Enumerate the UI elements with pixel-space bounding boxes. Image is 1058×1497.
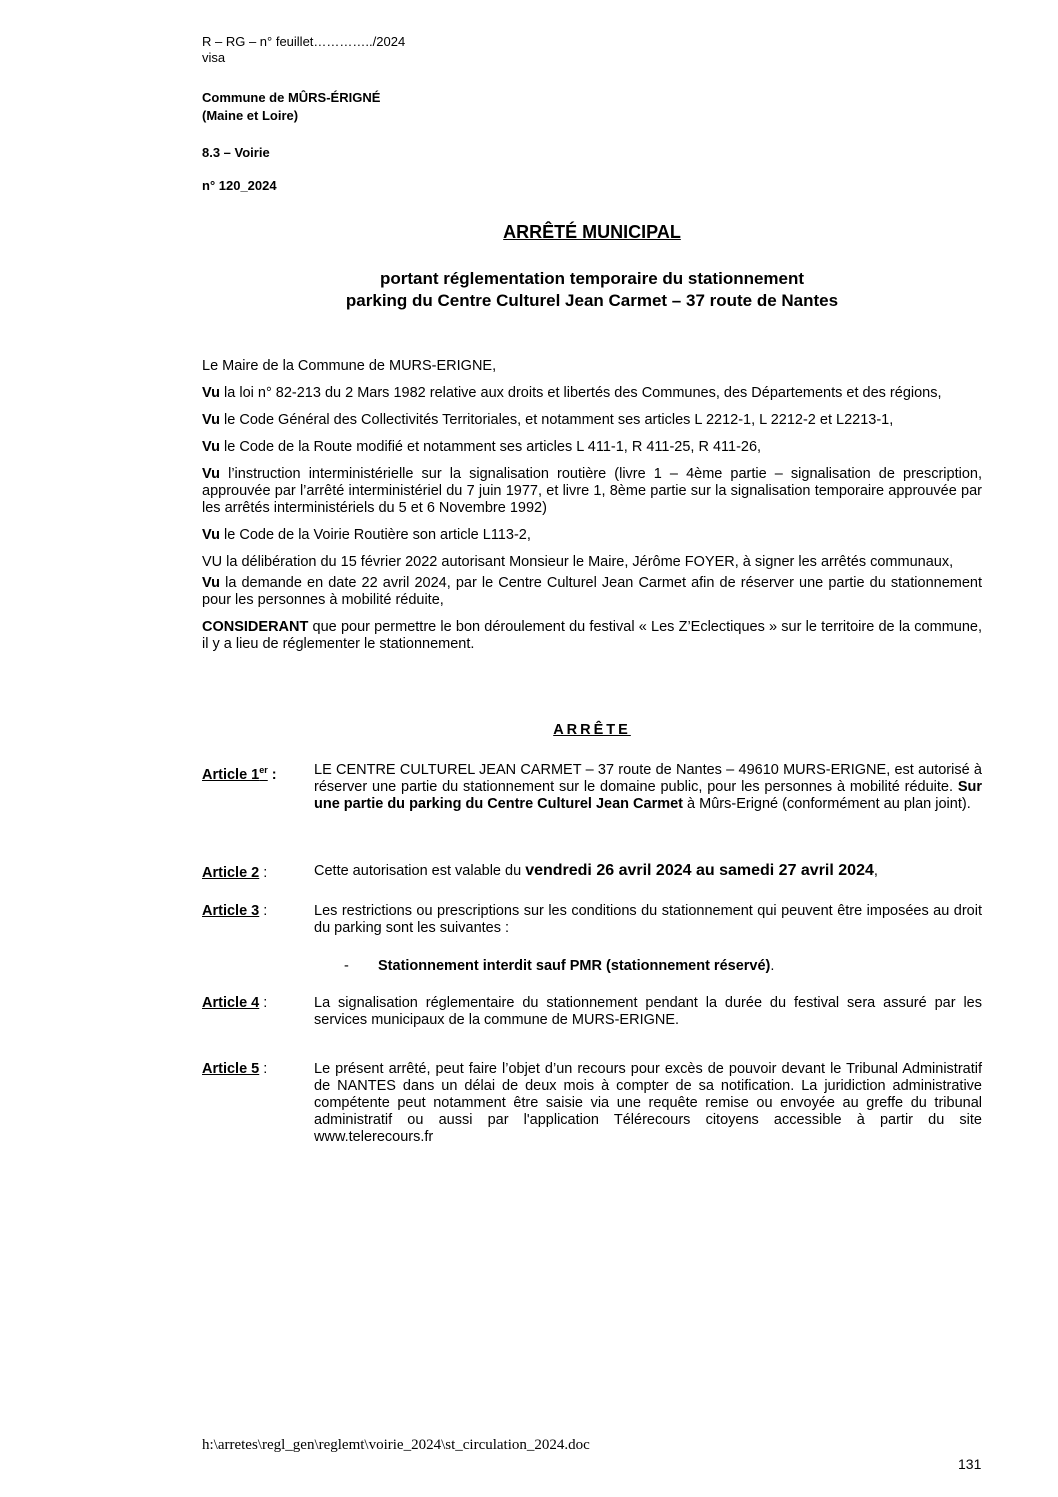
vu-paragraph-4 — [202, 466, 982, 517]
vu-paragraph-7 — [202, 575, 982, 609]
vu-paragraph-3 — [202, 439, 982, 456]
arrete-number: n° 120_2024 — [202, 178, 277, 193]
article-1-name: Article 1 — [202, 766, 260, 783]
article-2-name: Article 2 — [202, 865, 260, 881]
article-1-sup: er — [259, 765, 268, 775]
article-3-bullet-end: . — [770, 958, 775, 974]
considerant-paragraph — [202, 619, 982, 653]
vu-text-4: l’instruction interministérielle sur la signalisation routière (livre 1 – 4ème partie – signalisation de prescription, approuvée par l’arrêté interministériel du 7 juin 1977, et livre 1, 8ème partie sur la signalisation temporaire approuvée par les arrêtés interministériels du 5 et 6 Novembre 1992) — [202, 466, 982, 516]
article-5-label — [202, 1061, 267, 1078]
article-3-bullet-dash: - — [344, 958, 349, 974]
article-3-bullet — [378, 958, 774, 975]
article-5-colon: : — [259, 1061, 268, 1077]
considerant-text: que pour permettre le bon déroulement du festival « Les Z’Eclectiques » sur le territoire de la commune, il y a lieu de réglementer le stationnement. — [202, 619, 982, 652]
article-2-text — [314, 862, 982, 880]
maire-line: Le Maire de la Commune de MURS-ERIGNE, — [202, 358, 497, 374]
article-1-text-bold: Sur une partie du parking du Centre Culturel Jean Carmet — [314, 779, 982, 812]
file-path: h:\arretes\regl_gen\reglemt\voirie_2024\st_circulation_2024.doc — [202, 1437, 590, 1453]
article-1-colon: : — [267, 766, 277, 783]
vu-keyword: Vu — [202, 466, 220, 482]
considerant-keyword: CONSIDERANT — [202, 619, 309, 635]
vu-text-7: la demande en date 22 avril 2024, par le Centre Culturel Jean Carmet afin de réserver une partie du stationnement pour les personnes à mobilité réduite, — [202, 575, 982, 608]
category-label: 8.3 – Voirie — [202, 145, 270, 160]
vu-paragraph-5 — [202, 527, 982, 544]
article-3-bullet-text: Stationnement interdit sauf PMR (stationnement réservé) — [378, 958, 771, 974]
visa-line: visa — [202, 50, 226, 65]
vu-keyword: Vu — [202, 575, 220, 591]
vu-text-3: le Code de la Route modifié et notamment ses articles L 411-1, R 411-25, R 411-26, — [224, 439, 762, 455]
vu-keyword: Vu — [202, 385, 220, 401]
vu-keyword: Vu — [202, 527, 220, 543]
departement-name: (Maine et Loire) — [202, 108, 299, 123]
subtitle-line-1: portant réglementation temporaire du stationnement — [379, 269, 805, 288]
article-2-text-b: , — [873, 863, 878, 879]
article-5-name: Article 5 — [202, 1061, 260, 1077]
preamble — [202, 358, 982, 653]
article-4-colon: : — [259, 995, 268, 1011]
article-2-label — [202, 865, 267, 882]
article-1-text — [314, 762, 982, 813]
vu-text-5: le Code de la Voirie Routière son article L113-2, — [224, 527, 531, 543]
article-4-text: La signalisation réglementaire du stationnement pendant la durée du festival sera assuré par les services municipaux de la commune de MURS-ERIGNE. — [314, 995, 982, 1028]
article-3-text: Les restrictions ou prescriptions sur les conditions du stationnement qui peuvent être imposées au droit du parking sont les suivantes : — [314, 903, 982, 936]
commune-name: Commune de MÛRS-ÉRIGNÉ — [202, 90, 381, 105]
article-5-text: Le présent arrêté, peut faire l’objet d’un recours pour excès de pouvoir devant le Tribunal Administratif de NANTES dans un délai de deux mois à compter de sa notification. La juridiction administrative compétente peut notamment être saisie via une requête remise ou envoyée au greffe du tribunal administratif ou aussi par l'application Télérecours citoyens accessible à partir du site www.telerecours.fr — [314, 1061, 982, 1145]
subtitle-line-2: parking du Centre Culturel Jean Carmet – 37 route de Nantes — [345, 291, 839, 310]
article-3-label — [202, 903, 267, 920]
vu-paragraph-6: VU la délibération du 15 février 2022 autorisant Monsieur le Maire, Jérôme FOYER, à signer les arrêtés communaux, — [202, 554, 954, 570]
article-2-text-a: Cette autorisation est valable du — [314, 863, 522, 879]
article-2-dates: vendredi 26 avril 2024 au samedi 27 avril 2024 — [525, 862, 874, 879]
vu-paragraph-2 — [202, 412, 982, 429]
vu-text-1: la loi n° 82-213 du 2 Mars 1982 relative aux droits et libertés des Communes, des Départements et des régions, — [224, 385, 942, 401]
arrete-heading: ARRÊTE — [553, 722, 631, 738]
article-1-text-b: à Mûrs-Erigné (conformément au plan joint). — [687, 796, 971, 812]
article-1-label — [202, 762, 277, 784]
vu-keyword: Vu — [202, 439, 220, 455]
article-3-colon: : — [259, 903, 268, 919]
vu-text-2: le Code Général des Collectivités Territoriales, et notamment ses articles L 2212-1, L 2212-2 et L2213-1, — [224, 412, 894, 428]
article-4-name: Article 4 — [202, 995, 260, 1011]
vu-keyword: Vu — [202, 412, 220, 428]
article-2-colon: : — [259, 865, 268, 881]
page-title: ARRÊTÉ MUNICIPAL — [503, 222, 681, 242]
article-1-text-a: LE CENTRE CULTUREL JEAN CARMET – 37 route de Nantes – 49610 MURS-ERIGNE, est autorisé à réserver une partie du stationnement sur le domaine public, pour les personnes à mobilité réduite. — [314, 762, 982, 795]
vu-paragraph-1 — [202, 385, 982, 402]
reference-line: R – RG – n° feuillet…………../2024 — [202, 34, 406, 49]
page-number: 131 — [958, 1456, 982, 1472]
article-4-label — [202, 995, 267, 1012]
article-3-name: Article 3 — [202, 903, 260, 919]
